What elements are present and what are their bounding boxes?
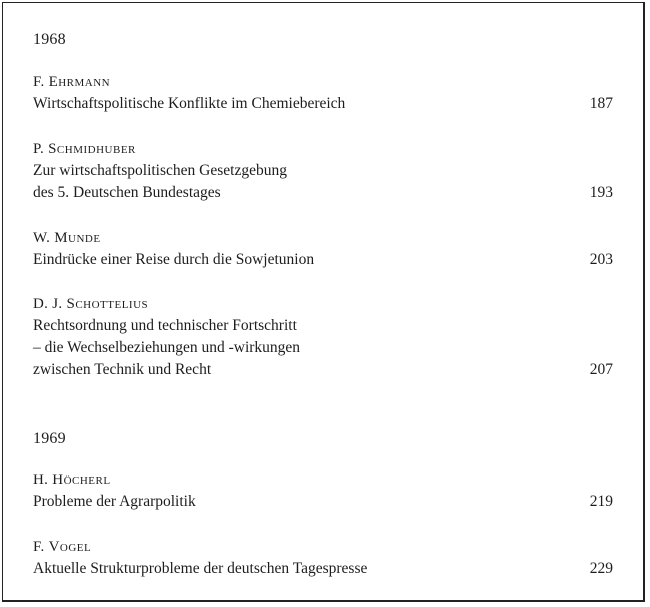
entry-title-line: Probleme der Agrarpolitik (33, 493, 196, 510)
entry-page-number: 219 (589, 493, 613, 510)
entry-page-number: 193 (589, 184, 613, 201)
entry-title-line: Zur wirtschaftspolitischen Gesetzgebung (33, 162, 287, 179)
toc-entry-munde (33, 227, 613, 271)
author-initials: D. J. (33, 296, 63, 312)
entry-page-number: 187 (589, 95, 613, 112)
author-initials: F. (33, 539, 45, 555)
entry-title-line: Aktuelle Strukturprobleme der deutschen Tagespresse (33, 560, 368, 577)
entry-author (33, 293, 613, 315)
author-initials: F. (33, 74, 45, 90)
year-heading-1969: 1969 (33, 430, 66, 447)
entry-title-line: zwischen Technik und Recht (33, 361, 212, 378)
entry-title-line: Rechtsordnung und technischer Fortschritt (33, 317, 297, 334)
toc-entry-ehrmann (33, 71, 613, 115)
author-initials: P. (33, 141, 45, 157)
entry-page-number: 229 (589, 560, 613, 577)
author-surname: Schmidhuber (48, 141, 136, 157)
toc-entry-schottelius (33, 293, 613, 381)
year-heading-1968: 1968 (33, 31, 66, 48)
toc-entry-schmidhuber (33, 138, 613, 204)
entry-author (33, 138, 613, 160)
entry-author (33, 469, 613, 491)
entry-author (33, 71, 613, 93)
entry-author (33, 536, 613, 558)
entry-page-number: 203 (589, 251, 613, 268)
author-surname: Höcherl (52, 472, 111, 488)
author-initials: H. (33, 472, 49, 488)
author-surname: Munde (54, 230, 101, 246)
entry-title-line: des 5. Deutschen Bundestages (33, 184, 221, 201)
entry-page-number: 207 (589, 361, 613, 378)
author-surname: Vogel (48, 539, 92, 555)
author-surname: Ehrmann (48, 74, 111, 90)
author-surname: Schottelius (66, 296, 149, 312)
entry-title-line: Eindrücke einer Reise durch die Sowjetunion (33, 251, 315, 268)
entry-title-line: – die Wechselbeziehungen und -wirkungen (33, 339, 301, 356)
entry-title-line: Wirtschaftspolitische Konflikte im Chemiebereich (33, 95, 346, 112)
author-initials: W. (33, 230, 51, 246)
toc-entry-hoecherl (33, 469, 613, 513)
toc-entry-vogel (33, 536, 613, 580)
toc-page (2, 2, 645, 602)
entry-author (33, 227, 613, 249)
